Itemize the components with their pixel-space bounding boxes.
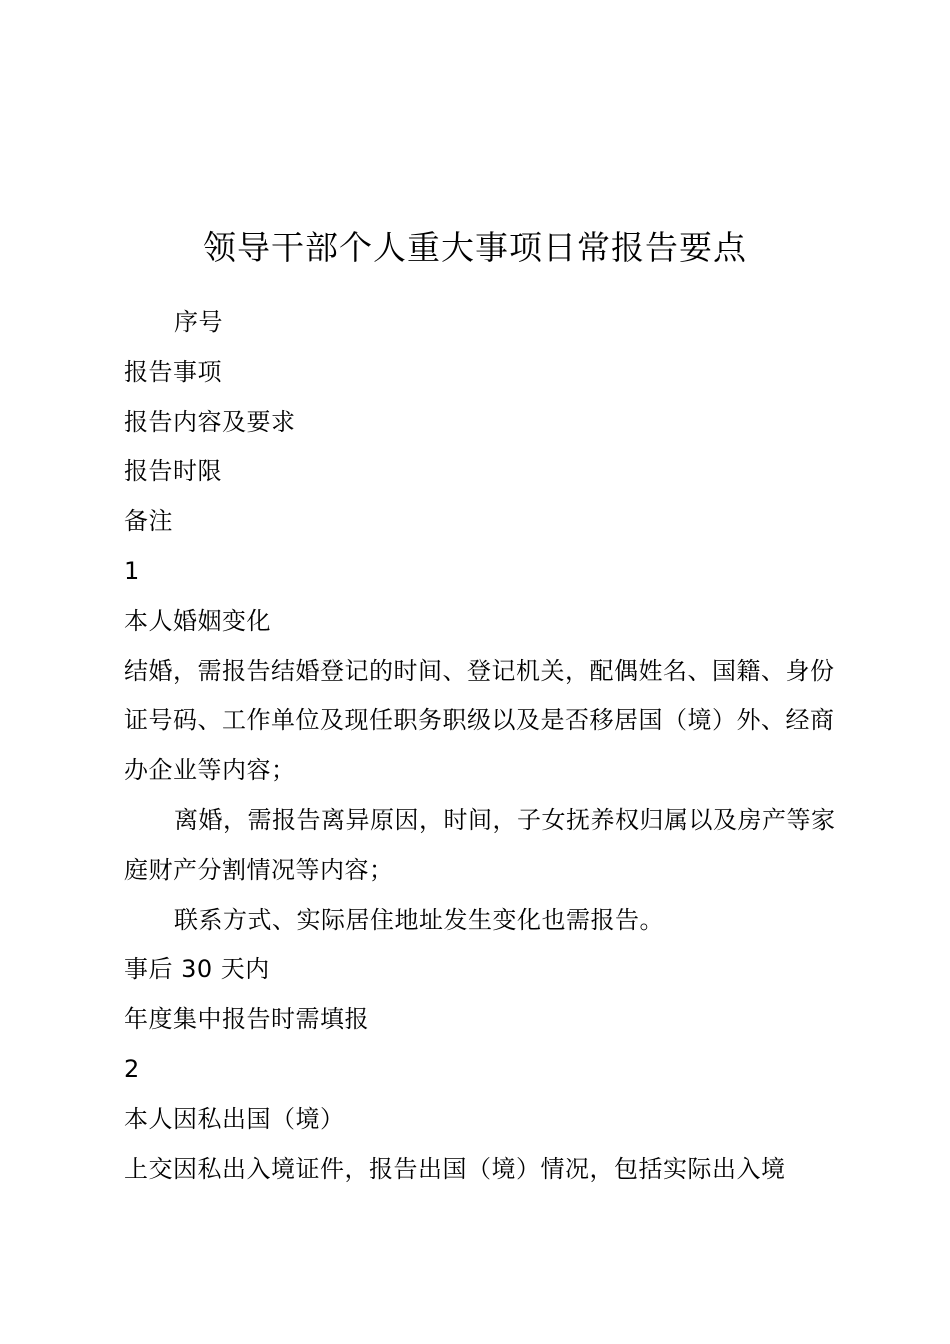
document-body	[124, 298, 840, 1194]
paragraph-item-title: 本人婚姻变化	[124, 606, 271, 635]
paragraph-item-number: 1	[124, 556, 140, 585]
paragraph-header-item: 报告事项	[124, 357, 222, 386]
paragraph-item-detail: 离婚，需报告离异原因，时间，子女抚养权归属以及房产等家庭财产分割情况等内容；	[124, 805, 836, 884]
paragraph-item-deadline: 事后 30 天内	[124, 955, 270, 984]
paragraph-item-detail: 结婚，需报告结婚登记的时间、登记机关，配偶姓名、国籍、身份证号码、工作单位及现任职务职级以及是否移居国（境）外、经商办企业等内容；	[124, 656, 835, 785]
document-title: 领导干部个人重大事项日常报告要点	[203, 228, 747, 267]
paragraph-item-detail: 上交因私出入境证件，报告出国（境）情况，包括实际出入境	[124, 1154, 786, 1183]
paragraph-header-content: 报告内容及要求	[124, 407, 296, 436]
paragraph-item-remarks: 年度集中报告时需填报	[124, 1005, 369, 1034]
paragraph-header-serial: 序号	[174, 308, 223, 336]
paragraph-item-title: 本人因私出国（境）	[124, 1104, 345, 1133]
paragraph-item-detail: 联系方式、实际居住地址发生变化也需报告。	[174, 905, 664, 934]
paragraph-header-deadline: 报告时限	[124, 457, 222, 486]
paragraph-header-remarks: 备注	[124, 507, 173, 536]
paragraph-item-number: 2	[124, 1054, 140, 1083]
